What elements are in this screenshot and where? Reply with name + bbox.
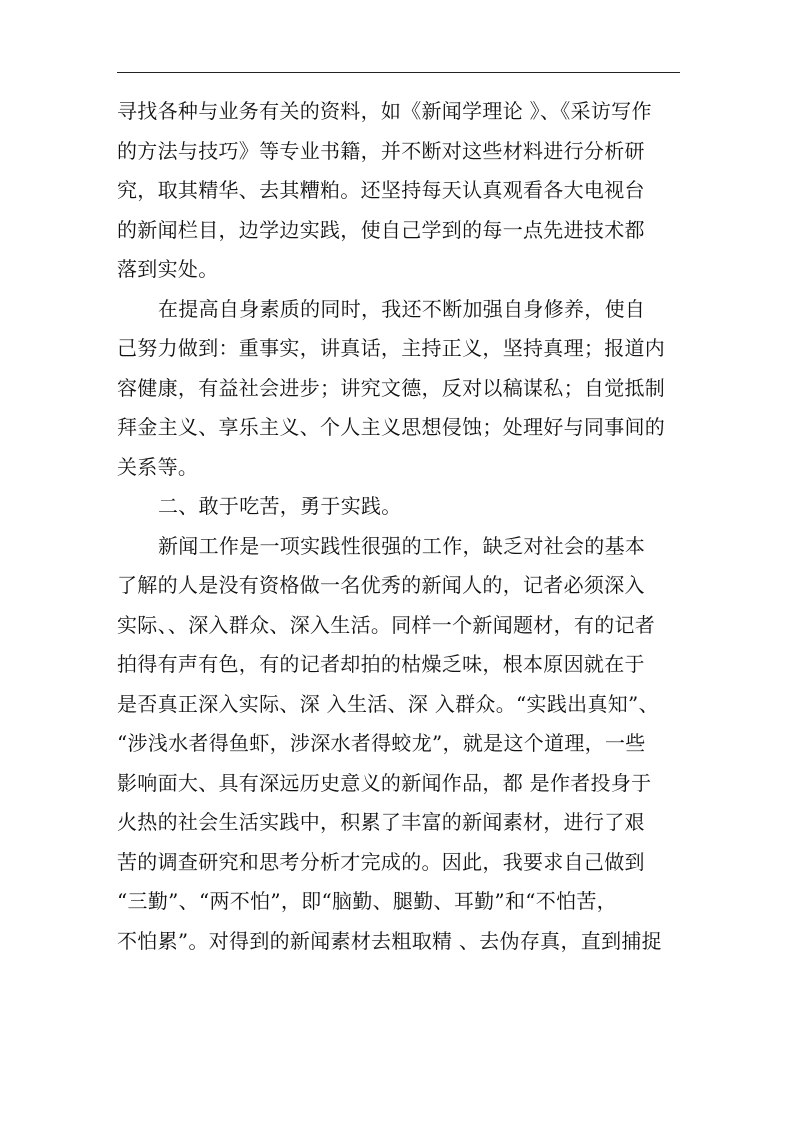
text-line: 关系等。 bbox=[117, 454, 199, 479]
text-line: 己努力做到：重事实，讲真话，主持正义，坚持真理；报道内 bbox=[117, 336, 666, 360]
text-line: 火热的社会生活实践中，积累了丰富的新闻素材，进行了艰 bbox=[117, 810, 645, 834]
paragraph-start-line: 新闻工作是一项实践性很强的工作，缺乏对社会的基本 bbox=[158, 533, 646, 558]
text-line: 是否真正深入实际、深 入生活、深 入群众。“实践出真知”、 bbox=[117, 691, 659, 716]
text-line: 不怕累”。对得到的新闻素材去粗取精 、去伪存真，直到捕捉 bbox=[117, 928, 662, 953]
text-line: 拍得有声有色，有的记者却拍的枯燥乏味，根本原因就在于 bbox=[117, 652, 645, 676]
text-line: 影响面大、具有深远历史意义的新闻作品，都 是作者投身于 bbox=[117, 770, 652, 795]
text-line: 究，取其精华、去其糟粕。还坚持每天认真观看各大电视台 bbox=[117, 178, 645, 202]
text-line: 了解的人是没有资格做一名优秀的新闻人的，记者必须深入 bbox=[117, 573, 645, 597]
paragraph-start-line: 在提高自身素质的同时，我还不断加强自身修养，使自 bbox=[158, 296, 646, 321]
document-body bbox=[117, 92, 697, 961]
text-line: 拜金主义、享乐主义、个人主义思想侵蚀；处理好与同事间的 bbox=[117, 415, 666, 439]
text-line: 寻找各种与业务有关的资料，如《新闻学理论 》、《采访写作 bbox=[117, 99, 652, 123]
section-heading: 二、敢于吃苦，勇于实践。 bbox=[158, 494, 402, 518]
text-line: 容健康，有益社会进步；讲究文德，反对以稿谋私；自觉抵制 bbox=[117, 375, 666, 400]
text-line: 的新闻栏目，边学边实践，使自己学到的每一点先进技术都 bbox=[117, 217, 645, 242]
text-line: 落到实处。 bbox=[117, 257, 219, 281]
text-line: 苦的调查研究和思考分析才完成的。因此，我要求自己做到 bbox=[117, 849, 645, 874]
header-rule bbox=[117, 72, 680, 73]
text-line: 实际、、深入群众、深入生活。同样一个新闻题材，有的记者 bbox=[117, 612, 656, 637]
text-line: 的方法与技巧》等专业书籍，并不断对这些材料进行分析研 bbox=[117, 138, 645, 163]
text-line: “三勤”、“两不怕”，即“脑勤、腿勤、耳勤”和“不怕苦， bbox=[117, 889, 617, 913]
text-line: “涉浅水者得鱼虾，涉深水者得蛟龙”，就是这个道理，一些 bbox=[117, 731, 646, 755]
